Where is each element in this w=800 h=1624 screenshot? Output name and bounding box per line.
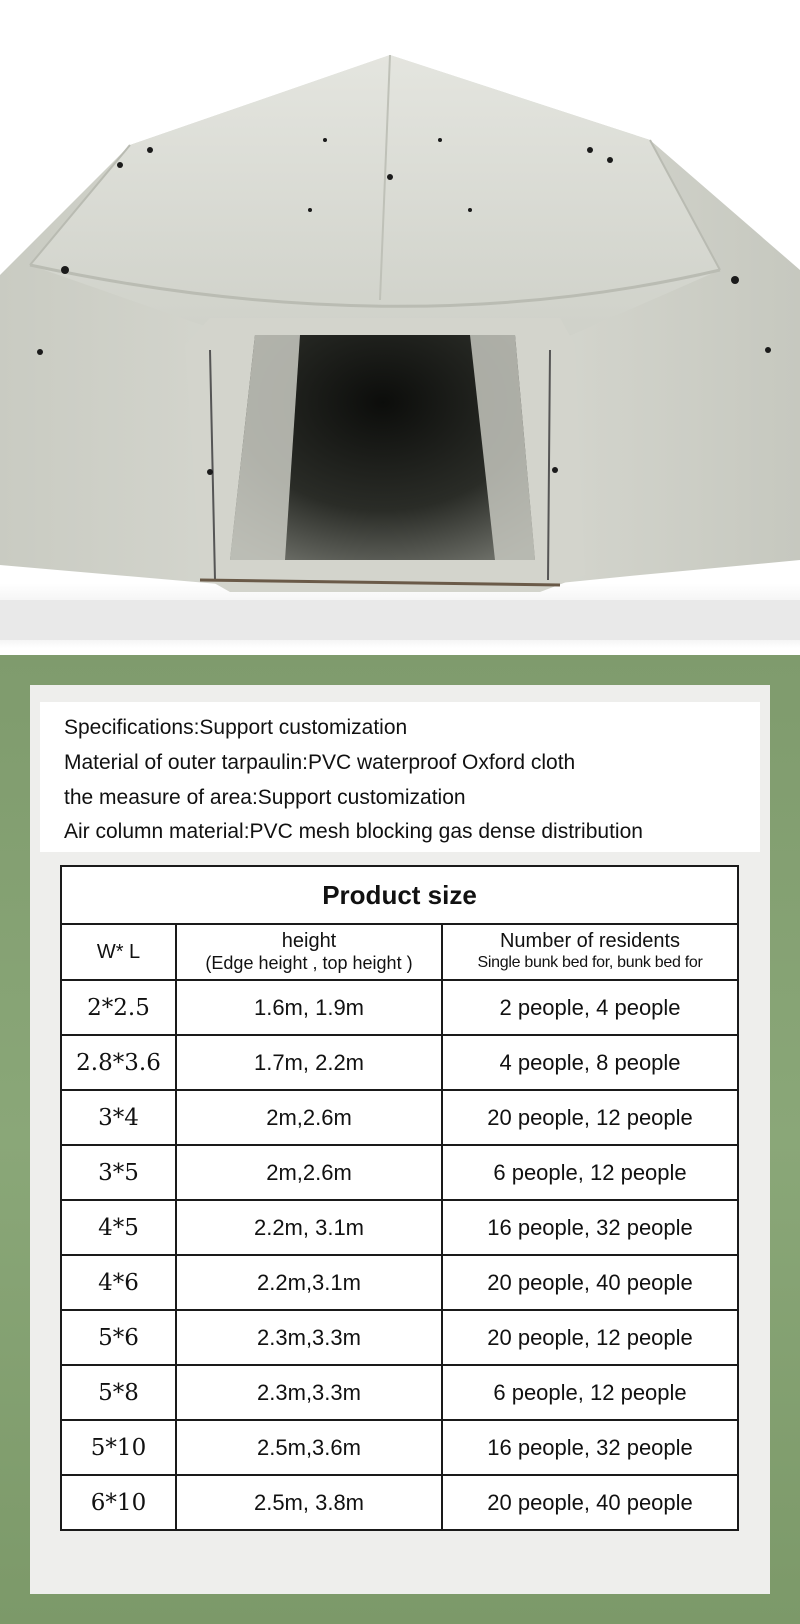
header-residents (442, 924, 738, 980)
residents-cell: 6 people, 12 people (442, 1365, 738, 1420)
residents-cell: 16 people, 32 people (442, 1420, 738, 1475)
height-cell: 2m,2.6m (176, 1090, 442, 1145)
height-cell: 2.2m, 3.1m (176, 1200, 442, 1255)
size-cell: 4*5 (61, 1200, 176, 1255)
height-cell: 2.2m,3.1m (176, 1255, 442, 1310)
size-cell: 3*5 (61, 1145, 176, 1200)
specifications-block (40, 702, 760, 852)
header-wl-label: W* L (96, 941, 141, 963)
residents-cell: 20 people, 12 people (442, 1090, 738, 1145)
size-cell: 5*6 (61, 1310, 176, 1365)
product-size-table (60, 865, 739, 1531)
table-row (61, 1090, 738, 1145)
table-row (61, 1145, 738, 1200)
residents-cell: 6 people, 12 people (442, 1145, 738, 1200)
size-cell: 5*8 (61, 1365, 176, 1420)
height-cell: 2.3m,3.3m (176, 1310, 442, 1365)
header-height-sub: (Edge height , top height ) (205, 953, 413, 973)
size-cell: 5*10 (61, 1420, 176, 1475)
spec-line: the measure of area:Support customization (64, 786, 466, 809)
table-row (61, 1035, 738, 1090)
height-cell: 1.7m, 2.2m (176, 1035, 442, 1090)
height-cell: 2.3m,3.3m (176, 1365, 442, 1420)
inflatable-tent-photo (0, 0, 800, 648)
spec-line: Material of outer tarpaulin:PVC waterproof Oxford cloth (64, 751, 576, 774)
residents-cell: 16 people, 32 people (442, 1200, 738, 1255)
residents-cell: 20 people, 12 people (442, 1310, 738, 1365)
size-cell: 2.8*3.6 (61, 1035, 176, 1090)
size-cell: 3*4 (61, 1090, 176, 1145)
table-row (61, 1200, 738, 1255)
spec-line: Air column material:PVC mesh blocking gas dense distribution (64, 820, 643, 843)
spec-panel (0, 655, 800, 1624)
header-height-label: height (281, 930, 337, 952)
table-row (61, 980, 738, 1035)
height-cell: 2.5m,3.6m (176, 1420, 442, 1475)
table-row (61, 1475, 738, 1530)
table-row (61, 1420, 738, 1475)
header-residents-label: Number of residents (499, 930, 681, 952)
table-row (61, 1255, 738, 1310)
table-title: Product size (61, 866, 738, 924)
spec-card (30, 685, 770, 1594)
residents-cell: 20 people, 40 people (442, 1255, 738, 1310)
table-row (61, 1365, 738, 1420)
header-wl (61, 924, 176, 980)
size-cell: 2*2.5 (61, 980, 176, 1035)
height-cell: 2m,2.6m (176, 1145, 442, 1200)
header-residents-sub: Single bunk bed for, bunk bed for (477, 954, 703, 971)
size-cell: 4*6 (61, 1255, 176, 1310)
size-cell: 6*10 (61, 1475, 176, 1530)
height-cell: 1.6m, 1.9m (176, 980, 442, 1035)
height-cell: 2.5m, 3.8m (176, 1475, 442, 1530)
header-height (176, 924, 442, 980)
table-row (61, 1310, 738, 1365)
residents-cell: 4 people, 8 people (442, 1035, 738, 1090)
product-photo (0, 0, 800, 648)
spec-line: Specifications:Support customization (64, 716, 408, 739)
residents-cell: 20 people, 40 people (442, 1475, 738, 1530)
residents-cell: 2 people, 4 people (442, 980, 738, 1035)
